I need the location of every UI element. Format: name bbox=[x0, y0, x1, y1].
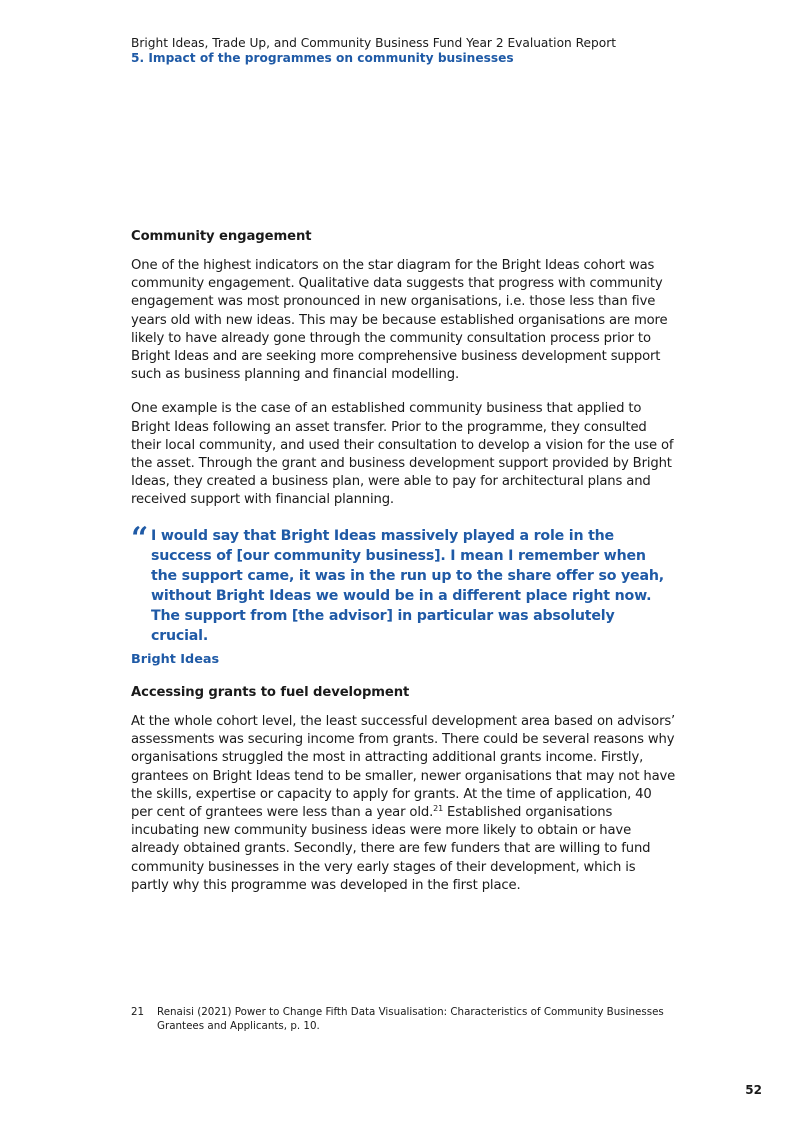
accessing-grants-text-1: At the whole cohort level, the least successful development area based on advisors’ assessments was securing income from grants. There could be several reasons why organisations struggled the most in attracting additional grants income. Firstly, grantees on Bright Ideas tend to be smaller, newer organisations that may not have the skills, expertise or capacity to apply for grants. At the time of application, 40 per cent of grantees were less than a year old. bbox=[131, 714, 676, 821]
quote-mark-icon: “ bbox=[131, 520, 149, 556]
footnote-text: Renaisi (2021) Power to Change Fifth Data Visualisation: Characteristics of Community Businesses Grantees and Applicants, p. 10. bbox=[157, 1006, 664, 1032]
accessing-grants-heading: Accessing grants to fuel development bbox=[131, 685, 410, 700]
report-title: Bright Ideas, Trade Up, and Community Business Fund Year 2 Evaluation Report bbox=[131, 36, 617, 50]
accessing-grants-section bbox=[131, 684, 676, 911]
community-engagement-paragraph-1: One of the highest indicators on the star diagram for the Bright Ideas cohort was community engagement. Qualitative data suggests that progress with community engagement was most pronounced in new organisations, i.e. those less than five years old with new ideas. This may be because established organisations are more likely to have already gone through the community consultation process prior to Bright Ideas and are seeking more comprehensive business development support such as business planning and financial modelling. bbox=[131, 258, 668, 383]
community-engagement-paragraph-2: One example is the case of an established community business that applied to Bright Ideas following an asset transfer. Prior to the programme, they consulted their local community, and used their consultation to develop a vision for the use of the asset. Through the grant and business development support provided by Bright Ideas, they created a business plan, were able to pay for architectural plans and received support with financial planning. bbox=[131, 401, 674, 508]
footnote-number: 21 bbox=[131, 1006, 145, 1018]
page-number: 52 bbox=[745, 1083, 762, 1097]
community-engagement-section bbox=[131, 228, 676, 668]
pull-quote bbox=[131, 520, 676, 668]
accessing-grants-text-2: Established organisations incubating new community business ideas were more likely to obtain or have already obtained grants. Secondly, there are few funders that are willing to fund community businesses in the very early stages of their development, which is partly why this programme was developed in the first place. bbox=[131, 805, 651, 893]
footnote bbox=[131, 1006, 671, 1033]
quote-attribution: Bright Ideas bbox=[131, 651, 220, 667]
quote-text: I would say that Bright Ideas massively played a role in the success of [our community business]. I mean I remember when the support came, it was in the run up to the share offer so yeah, without Bright Ideas we would be in a different place right now. The support from [the advisor] in particular was absolutely crucial. bbox=[151, 527, 664, 644]
accessing-grants-paragraph bbox=[131, 713, 676, 895]
running-header bbox=[131, 36, 751, 65]
section-title: 5. Impact of the programmes on community businesses bbox=[131, 50, 514, 65]
footnote-reference[interactable]: 21 bbox=[433, 804, 444, 814]
community-engagement-heading: Community engagement bbox=[131, 229, 312, 244]
